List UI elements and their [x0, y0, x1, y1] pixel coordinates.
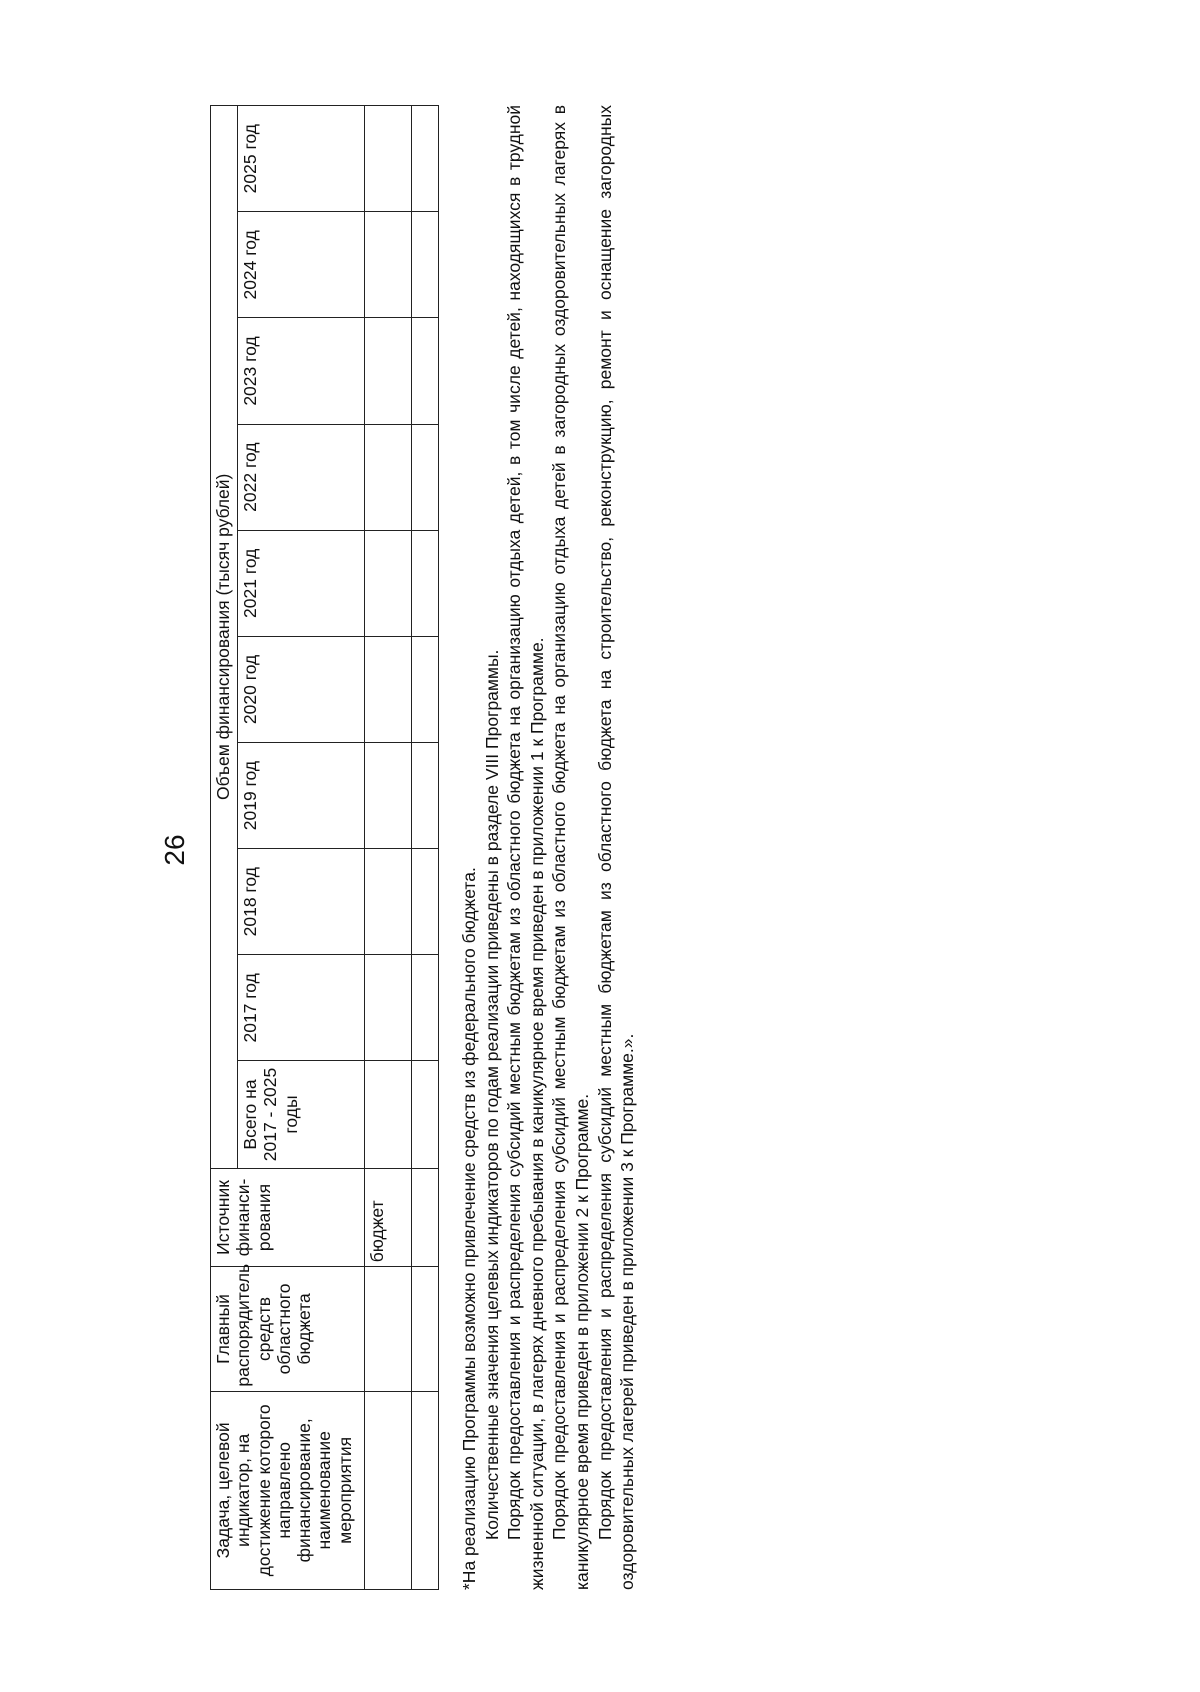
cell — [365, 1391, 412, 1589]
cell — [412, 1267, 439, 1391]
header-year: 2023 год — [238, 318, 365, 424]
cell — [412, 424, 439, 530]
table-row — [365, 106, 412, 1590]
cell — [412, 1061, 439, 1168]
footnote: Порядок предоставления и распределения субсидий местным бюджетам из областного бюджета на строительство, реконструкцию, ремонт и оснащение загородных оздоровительных лагерей приведен в приложении 3 к Программе.». — [594, 105, 638, 1590]
cell — [412, 530, 439, 636]
cell — [412, 318, 439, 424]
cell — [365, 424, 412, 530]
cell — [412, 106, 439, 212]
landscape-content — [210, 105, 665, 1590]
header-year: 2021 год — [238, 530, 365, 636]
cell — [412, 742, 439, 848]
cell — [365, 636, 412, 742]
header-year: 2019 год — [238, 742, 365, 848]
footnote: Количественные значения целевых индикаторов по годам реализации приведены в разделе VIII Программы. — [481, 649, 502, 1540]
header-responsible: Главный распорядитель средств областного бюджета — [211, 1267, 365, 1391]
header-total: Всего на 2017 - 2025 годы — [238, 1061, 365, 1168]
cell — [365, 318, 412, 424]
header-year: 2020 год — [238, 636, 365, 742]
table-row — [412, 106, 439, 1590]
header-task: Задача, целевой индикатор, на достижение которого направлено финансирование, наименование мероприятия — [211, 1391, 365, 1589]
cell — [412, 955, 439, 1061]
cell — [412, 849, 439, 955]
header-volume: Объем финансирования (тысяч рублей) — [211, 106, 238, 1169]
header-year: 2018 год — [238, 849, 365, 955]
header-source: Источник финанси-рования — [211, 1168, 365, 1267]
cell — [365, 955, 412, 1061]
cell — [365, 106, 412, 212]
footnote: Порядок предоставления и распределения субсидий местным бюджетам из областного бюджета на организацию отдыха детей в загородных оздоровительных лагерях в каникулярное время приведен в приложении 2 к Программе. — [549, 105, 592, 1590]
header-year: 2022 год — [238, 424, 365, 530]
cell — [412, 1168, 439, 1267]
cell — [412, 1391, 439, 1589]
financing-table — [210, 105, 439, 1590]
cell — [365, 1061, 412, 1168]
cell — [365, 849, 412, 955]
footnote: Порядок предоставления и распределения субсидий местным бюджетам из областного бюджета на организацию отдыха детей, в том числе детей, находящихся в трудной жизненной ситуации, в лагерях дневного пребывания в каникулярное время приведен в приложении 1 к Программе. — [504, 105, 547, 1590]
cell — [412, 636, 439, 742]
cell — [365, 212, 412, 318]
header-year: 2017 год — [238, 955, 365, 1061]
cell — [365, 530, 412, 636]
cell — [365, 742, 412, 848]
cell-source: бюджет — [365, 1168, 412, 1267]
header-year: 2025 год — [238, 106, 365, 212]
footnote: *На реализацию Программы возможно привлечение средств из федерального бюджета. — [459, 867, 479, 1590]
cell — [365, 1267, 412, 1391]
footnotes — [458, 105, 639, 1590]
header-year: 2024 год — [238, 212, 365, 318]
cell — [412, 212, 439, 318]
page-number: 26 — [159, 834, 190, 866]
